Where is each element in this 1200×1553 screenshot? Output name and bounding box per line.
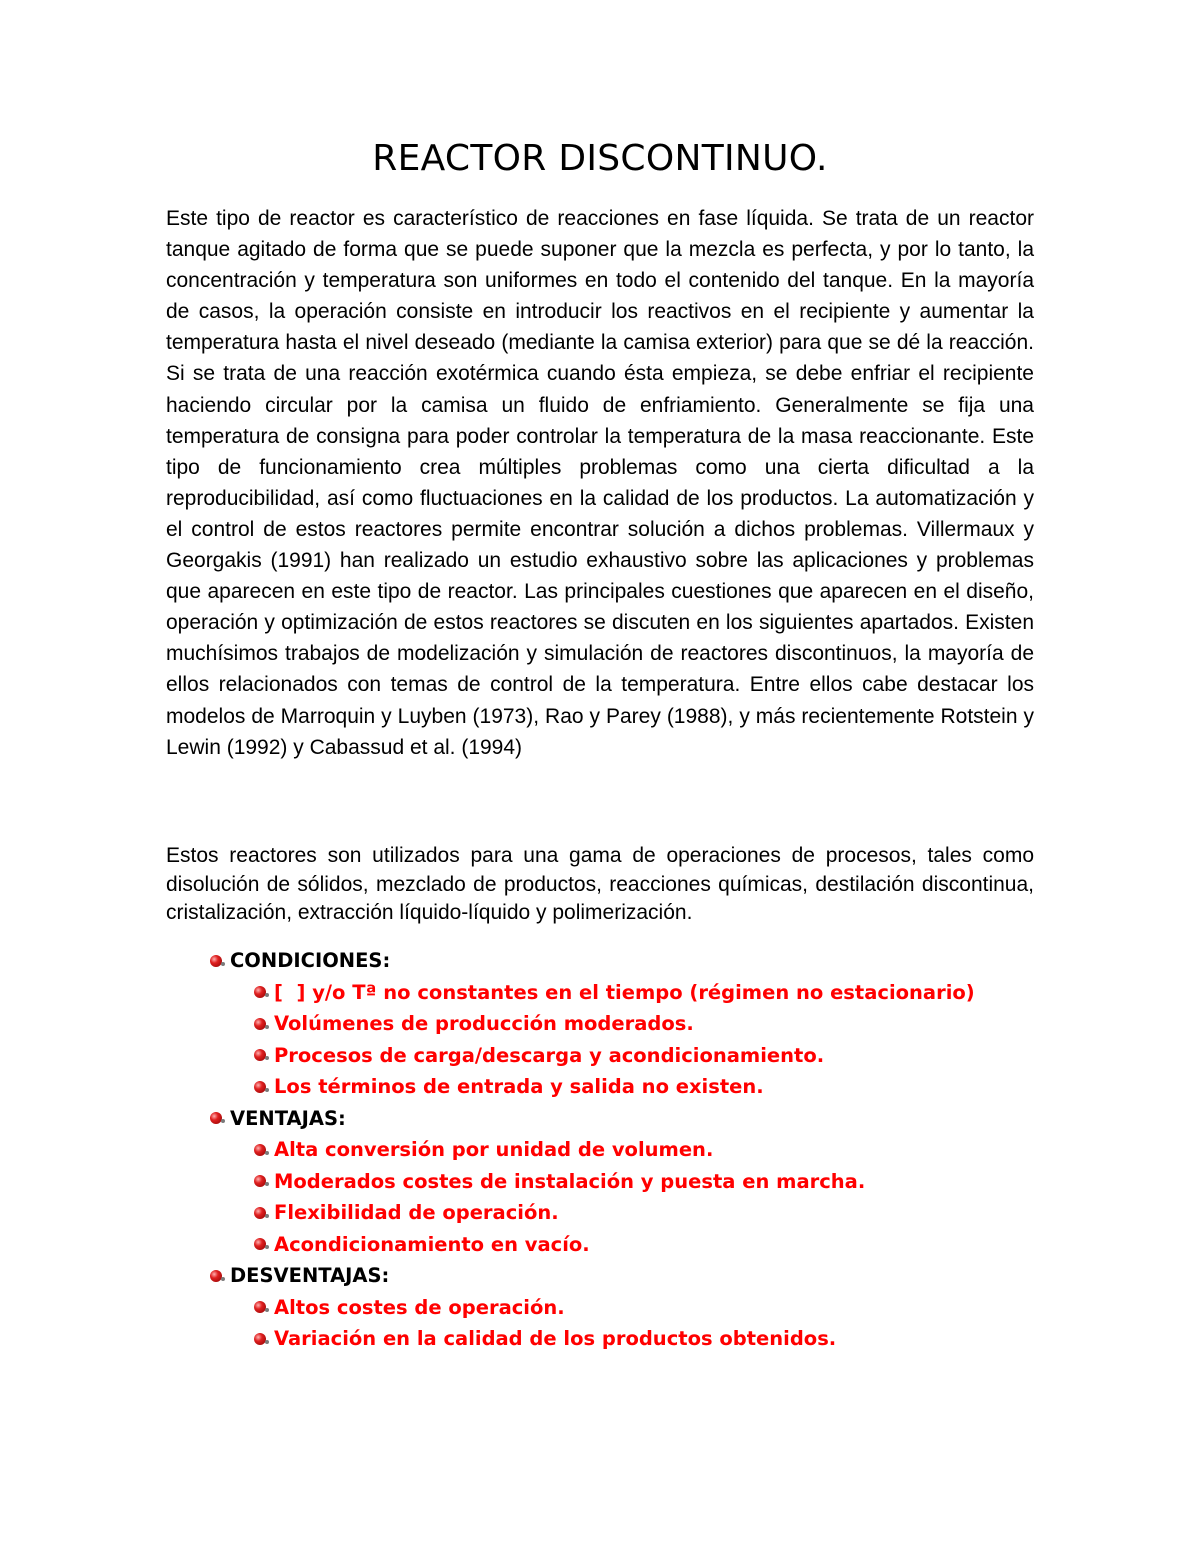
section-desventajas: [210, 1260, 1110, 1355]
red-ball-bullet-icon: [254, 1144, 266, 1156]
red-ball-bullet-icon: [254, 1238, 266, 1250]
list-item-label: Variación en la calidad de los productos obtenidos.: [274, 1327, 837, 1351]
section-heading: [210, 1103, 1110, 1135]
section-heading-label: CONDICIONES:: [230, 949, 391, 973]
red-ball-bullet-icon: [210, 1270, 222, 1282]
intro-paragraph: Este tipo de reactor es característico de reacciones en fase líquida. Se trata de un reactor tanque agitado de forma que se puede suponer que la mezcla es perfecta, y por lo tanto, la concentración y temperatura son uniformes en todo el contenido del tanque. En la mayoría de casos, la operación consiste en introducir los reactivos en el recipiente y aumentar la temperatura hasta el nivel deseado (mediante la camisa exterior) para que se dé la reacción. Si se trata de una reacción exotérmica cuando ésta empieza, se debe enfriar el recipiente haciendo circular por la camisa un fluido de enfriamiento. Generalmente se fija una temperatura de consigna para poder controlar la temperatura de la masa reaccionante. Este tipo de funcionamiento crea múltiples problemas como una cierta dificultad a la reproducibilidad, así como fluctuaciones en la calidad de los productos. La automatización y el control de estos reactores permite encontrar solución a dichos problemas. Villermaux y Georgakis (1991) han realizado un estudio exhaustivo sobre las aplicaciones y problemas que aparecen en este tipo de reactor. Las principales cuestiones que aparecen en el diseño, operación y optimización de estos reactores se discuten en los siguientes apartados. Existen muchísimos trabajos de modelización y simulación de reactores discontinuos, la mayoría de ellos relacionados con temas de control de la temperatura. Entre ellos cabe destacar los modelos de Marroquin y Luyben (1973), Rao y Parey (1988), y más recientemente Rotstein y Lewin (1992) y Cabassud et al. (1994): [166, 207, 1034, 759]
red-ball-bullet-icon: [254, 1175, 266, 1187]
red-ball-bullet-icon: [254, 986, 266, 998]
red-ball-bullet-icon: [254, 1049, 266, 1061]
section-ventajas: [210, 1103, 1110, 1261]
list-item-label: Flexibilidad de operación.: [274, 1201, 559, 1225]
section-heading-label: DESVENTAJAS:: [230, 1264, 390, 1288]
list-item-label: [ ] y/o Tª no constantes en el tiempo (régimen no estacionario): [274, 980, 975, 1004]
red-ball-bullet-icon: [210, 955, 222, 967]
page-title: REACTOR DISCONTINUO.: [372, 138, 828, 179]
red-ball-bullet-icon: [254, 1207, 266, 1219]
section-items: [210, 1134, 1110, 1260]
list-item: [210, 1040, 1110, 1072]
list-item: [210, 1008, 1110, 1040]
list-item-label: Alta conversión por unidad de volumen.: [274, 1138, 714, 1162]
list-item: [210, 1323, 1110, 1355]
list-item-label: Altos costes de operación.: [274, 1295, 565, 1319]
list-item: [210, 1166, 1110, 1198]
section-heading-label: VENTAJAS:: [230, 1106, 346, 1130]
list-item-label: Los términos de entrada y salida no existen.: [274, 1075, 764, 1099]
list-item: [210, 1134, 1110, 1166]
list-item: [210, 1197, 1110, 1229]
list-item: [210, 977, 1110, 1009]
red-ball-bullet-icon: [254, 1081, 266, 1093]
list-item: [210, 1071, 1110, 1103]
red-ball-bullet-icon: [210, 1112, 222, 1124]
red-ball-bullet-icon: [254, 1301, 266, 1313]
section-items: [210, 977, 1110, 1103]
section-heading: [210, 945, 1110, 977]
red-ball-bullet-icon: [254, 1333, 266, 1345]
list-item-label: Volúmenes de producción moderados.: [274, 1012, 694, 1036]
list-item: [210, 1229, 1110, 1261]
features-list: [210, 945, 1110, 1355]
red-ball-bullet-icon: [254, 1018, 266, 1030]
list-item-label: Moderados costes de instalación y puesta en marcha.: [274, 1169, 866, 1193]
section-items: [210, 1292, 1110, 1355]
applications-paragraph: Estos reactores son utilizados para una gama de operaciones de procesos, tales como disolución de sólidos, mezclado de productos, reacciones químicas, destilación discontinua, cristalización, extracción líquido-líquido y polimerización.: [166, 844, 1034, 924]
list-item: [210, 1292, 1110, 1324]
list-item-label: Acondicionamiento en vacío.: [274, 1232, 590, 1256]
list-item-label: Procesos de carga/descarga y acondicionamiento.: [274, 1043, 825, 1067]
section-condiciones: [210, 945, 1110, 1103]
section-heading: [210, 1260, 1110, 1292]
